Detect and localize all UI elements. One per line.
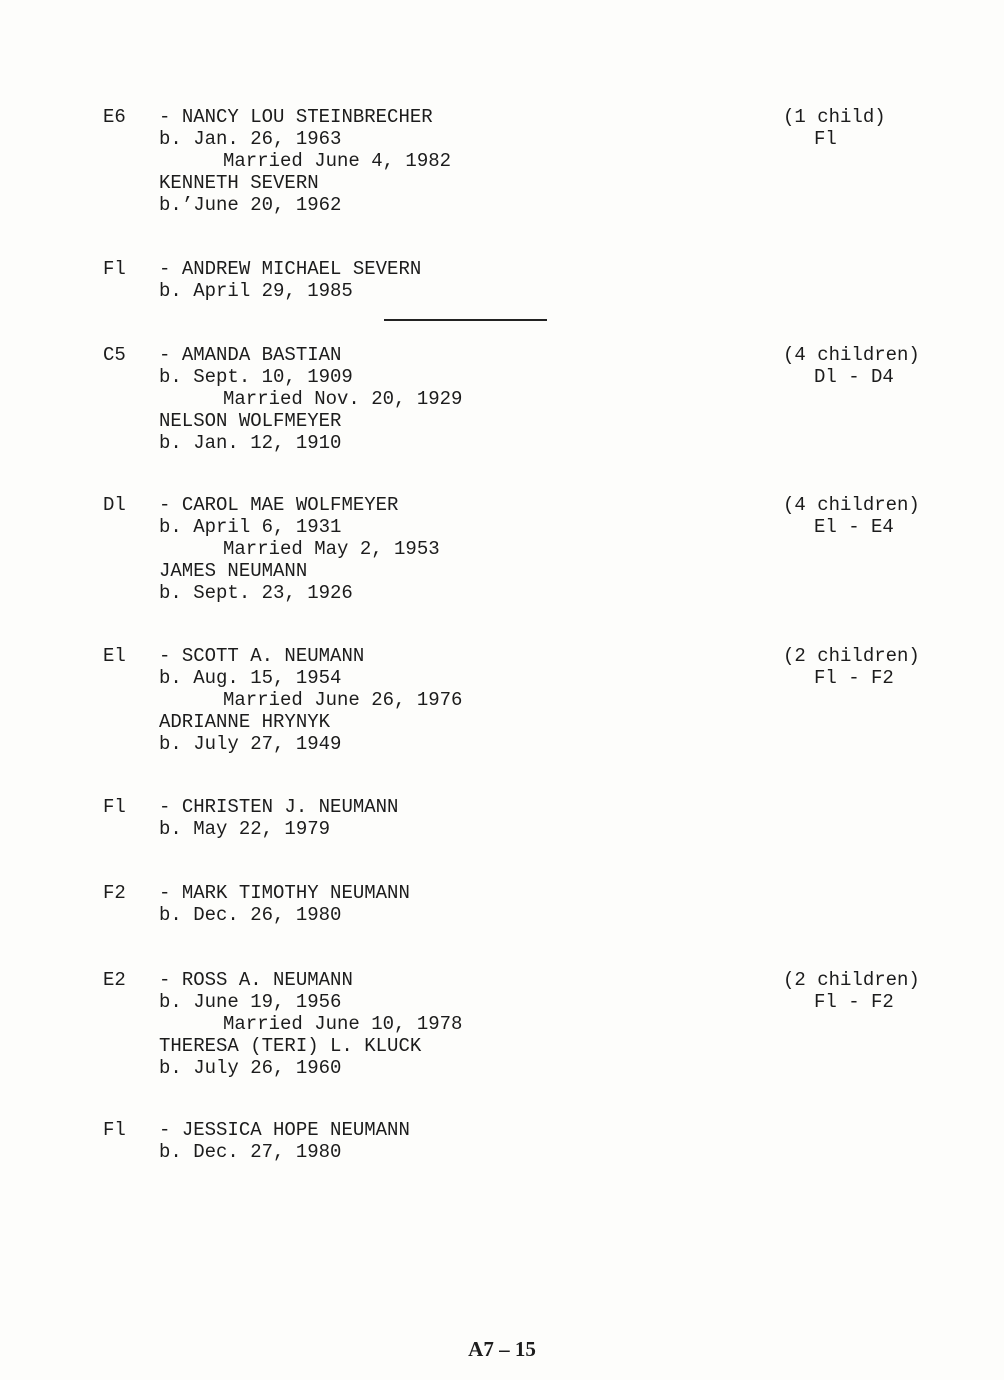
children-summary [783, 106, 886, 150]
spouse-birth-date: b. July 27, 1949 [159, 733, 342, 755]
spouse-birth-date: b. Jan. 12, 1910 [159, 432, 342, 454]
person-name: SCOTT A. NEUMANN [181, 645, 365, 667]
entry-heading [103, 1119, 923, 1141]
dash: - [159, 882, 182, 904]
generation-code: E2 [103, 969, 126, 991]
birth-date: b. May 22, 1979 [159, 818, 331, 840]
birth-date: b. April 6, 1931 [159, 516, 342, 538]
dash: - [159, 344, 182, 366]
person-name: JESSICA HOPE NEUMANN [181, 1119, 410, 1141]
genealogy-entry [103, 882, 923, 926]
genealogy-entry [103, 106, 923, 216]
birth-date: b. Jan. 26, 1963 [159, 128, 342, 150]
children-count: (2 children) [783, 969, 920, 991]
marriage-date: Married Nov. 20, 1929 [223, 388, 463, 410]
children-range: Fl [814, 128, 837, 150]
person-name: AMANDA BASTIAN [181, 344, 342, 366]
dash: - [159, 645, 182, 667]
person-name: NANCY LOU STEINBRECHER [181, 106, 433, 128]
children-summary [783, 645, 920, 689]
dash: - [159, 494, 182, 516]
entry-heading [103, 796, 923, 818]
children-count: (4 children) [783, 494, 920, 516]
generation-code: Fl [103, 258, 126, 280]
children-count: (4 children) [783, 344, 920, 366]
entry-heading [103, 882, 923, 904]
person-name: ANDREW MICHAEL SEVERN [181, 258, 422, 280]
person-name: CAROL MAE WOLFMEYER [181, 494, 399, 516]
marriage-date: Married June 4, 1982 [223, 150, 452, 172]
children-range: El - E4 [814, 516, 894, 538]
spouse-name: JAMES NEUMANN [159, 560, 308, 582]
genealogy-entry [103, 494, 923, 604]
generation-code: Dl [103, 494, 126, 516]
spouse-birth-date: b. July 26, 1960 [159, 1057, 342, 1079]
generation-code: C5 [103, 344, 126, 366]
marriage-date: Married June 26, 1976 [223, 689, 463, 711]
person-name: CHRISTEN J. NEUMANN [181, 796, 399, 818]
person-name: ROSS A. NEUMANN [181, 969, 353, 991]
spouse-name: KENNETH SEVERN [159, 172, 319, 194]
children-range: Fl - F2 [814, 991, 894, 1013]
marriage-date: Married May 2, 1953 [223, 538, 440, 560]
birth-date: b. June 19, 1956 [159, 991, 342, 1013]
page-number: A7 – 15 [468, 1337, 536, 1361]
section-divider [384, 319, 547, 321]
children-summary [783, 344, 920, 388]
spouse-name: THERESA (TERI) L. KLUCK [159, 1035, 422, 1057]
children-summary [783, 494, 920, 538]
birth-date: b. April 29, 1985 [159, 280, 353, 302]
genealogy-entry [103, 344, 923, 454]
person-name: MARK TIMOTHY NEUMANN [181, 882, 410, 904]
birth-date: b. Dec. 27, 1980 [159, 1141, 342, 1163]
entry-heading [103, 258, 923, 280]
dash: - [159, 796, 182, 818]
children-range: Dl - D4 [814, 366, 894, 388]
generation-code: E6 [103, 106, 126, 128]
dash: - [159, 969, 182, 991]
spouse-birth-date: b. Sept. 23, 1926 [159, 582, 353, 604]
children-range: Fl - F2 [814, 667, 894, 689]
generation-code: F2 [103, 882, 126, 904]
marriage-date: Married June 10, 1978 [223, 1013, 463, 1035]
spouse-name: NELSON WOLFMEYER [159, 410, 342, 432]
genealogy-entry [103, 1119, 923, 1163]
genealogy-entry [103, 258, 923, 302]
children-count: (2 children) [783, 645, 920, 667]
generation-code: Fl [103, 796, 126, 818]
children-summary [783, 969, 920, 1013]
dash: - [159, 258, 182, 280]
birth-date: b. Dec. 26, 1980 [159, 904, 342, 926]
spouse-birth-date: b.’June 20, 1962 [159, 194, 342, 216]
generation-code: Fl [103, 1119, 126, 1141]
birth-date: b. Sept. 10, 1909 [159, 366, 353, 388]
birth-date: b. Aug. 15, 1954 [159, 667, 342, 689]
spouse-name: ADRIANNE HRYNYK [159, 711, 331, 733]
genealogy-entry [103, 645, 923, 755]
dash: - [159, 106, 182, 128]
generation-code: El [103, 645, 126, 667]
children-count: (1 child) [783, 106, 886, 128]
genealogy-entry [103, 969, 923, 1079]
dash: - [159, 1119, 182, 1141]
genealogy-entry [103, 796, 923, 840]
